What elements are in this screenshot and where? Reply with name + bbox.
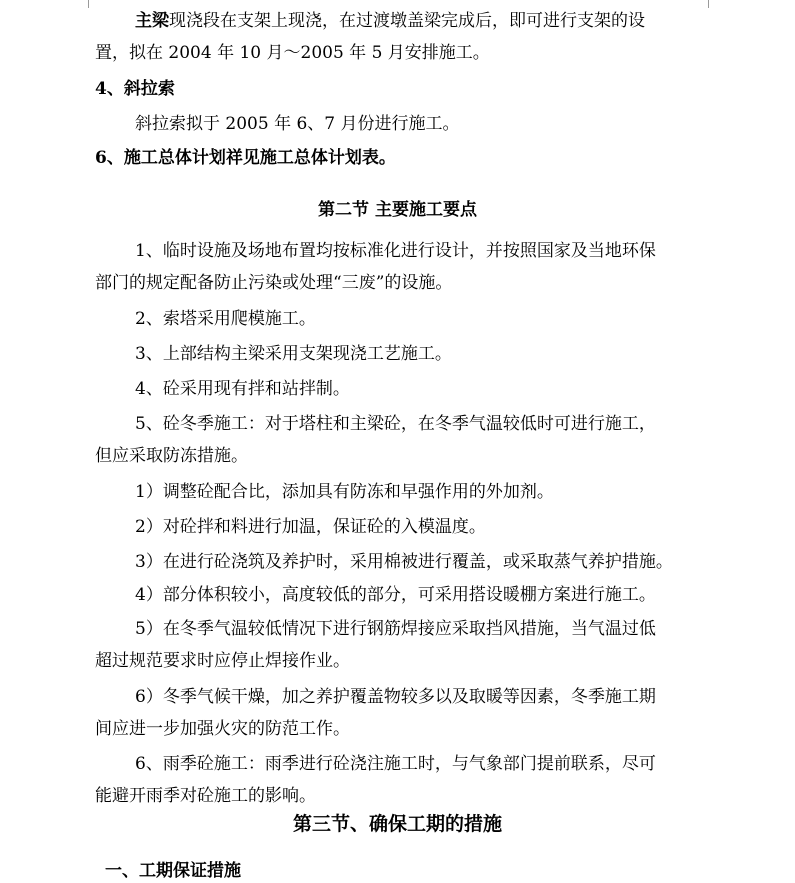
margin-marker-left (88, 0, 89, 8)
paragraph-line: 斜拉索拟于 2005 年 6、7 月份进行施工。 (135, 114, 460, 134)
paragraph-line: 1、临时设施及场地布置均按标准化进行设计，并按照国家及当地环保 (135, 241, 656, 261)
item-heading: 4、斜拉索 (95, 79, 175, 99)
item-heading: 6、施工总体计划祥见施工总体计划表。 (95, 148, 396, 168)
subsection-heading: 一、工期保证措施 (105, 861, 241, 881)
list-item: 3）在进行砼浇筑及养护时，采用棉被进行覆盖，或采取蒸气养护措施。 (135, 552, 673, 572)
paragraph-line: 置，拟在 2004 年 10 月～2005 年 5 月安排施工。 (95, 43, 490, 63)
paragraph-line: 5、砼冬季施工：对于塔柱和主梁砼，在冬季气温较低时可进行施工， (135, 414, 656, 434)
list-item: 2）对砼拌和料进行加温，保证砼的入模温度。 (135, 517, 486, 537)
list-item: 5）在冬季气温较低情况下进行钢筋焊接应采取挡风措施，当气温过低 (135, 619, 656, 639)
paragraph-line: 但应采取防冻措施。 (95, 446, 248, 466)
paragraph-line: 3、上部结构主梁采用支架现浇工艺施工。 (135, 344, 452, 364)
list-item: 1）调整砼配合比，添加具有防冻和早强作用的外加剂。 (135, 482, 554, 502)
paragraph-line: 间应进一步加强火灾的防范工作。 (95, 719, 350, 739)
section-title: 第三节、确保工期的措施 (292, 813, 502, 835)
paragraph-line (135, 9, 645, 33)
paragraph-line: 4、砼采用现有拌和站拌制。 (135, 379, 350, 399)
paragraph-line: 部门的规定配备防止污染或处理“三废”的设施。 (95, 273, 453, 293)
list-item: 6）冬季气候干燥，加之养护覆盖物较多以及取暖等因素，冬季施工期 (135, 687, 656, 707)
bold-lead-text: 主梁 (135, 11, 169, 31)
margin-marker-right (708, 0, 709, 8)
paragraph-line: 超过规范要求时应停止焊接作业。 (95, 651, 350, 671)
paragraph-text: 现浇段在支架上现浇，在过渡墩盖梁完成后，即可进行支架的设 (169, 11, 645, 31)
paragraph-line: 能避开雨季对砼施工的影响。 (95, 786, 316, 806)
paragraph-line: 6、雨季砼施工：雨季进行砼浇注施工时，与气象部门提前联系，尽可 (135, 754, 656, 774)
section-title: 第二节 主要施工要点 (318, 200, 477, 220)
list-item: 4）部分体积较小，高度较低的部分，可采用搭设暖棚方案进行施工。 (135, 585, 656, 605)
paragraph-line: 2、索塔采用爬模施工。 (135, 309, 316, 329)
